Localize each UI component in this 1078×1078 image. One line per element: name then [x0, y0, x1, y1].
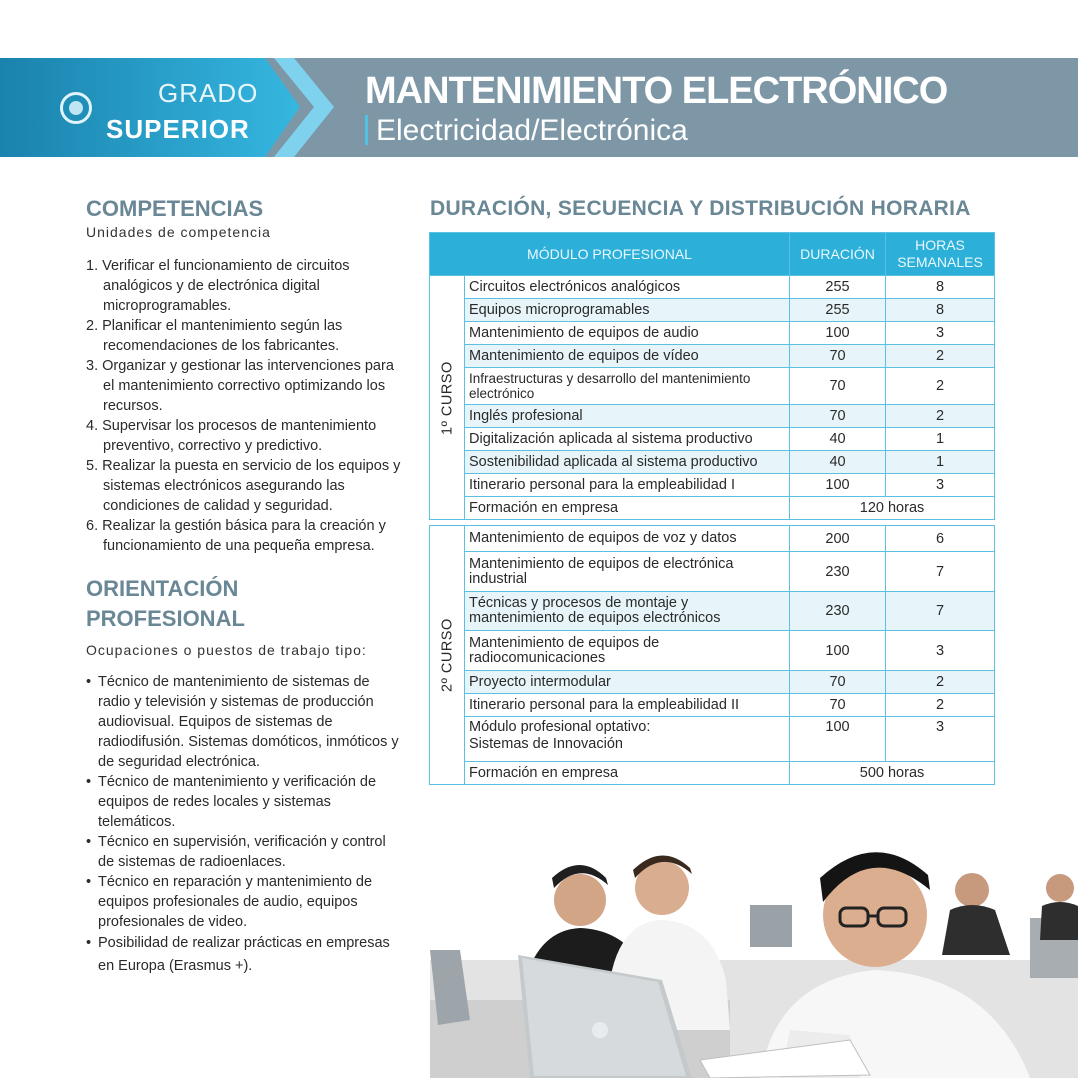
grade-label-line2: SUPERIOR [106, 114, 250, 144]
table-row [430, 368, 995, 405]
formacion-name: Formación en empresa [465, 497, 790, 520]
module-duration: 70 [790, 694, 886, 717]
module-weekly: 3 [886, 474, 995, 497]
circle-logo-icon [60, 92, 92, 124]
table-row [430, 592, 995, 631]
ocupaciones-list [86, 672, 401, 978]
module-name: Técnicas y procesos de montaje y mantenimiento de equipos electrónicos [465, 592, 790, 631]
module-weekly: 7 [886, 592, 995, 631]
competencias-list [86, 256, 401, 556]
table-row [430, 428, 995, 451]
module-duration: 200 [790, 526, 886, 552]
module-name-line1: Módulo profesional optativo: [469, 719, 651, 735]
module-weekly: 1 [886, 428, 995, 451]
module-weekly: 2 [886, 368, 995, 405]
formacion-name: Formación en empresa [465, 762, 790, 785]
header-weekly: HORAS SEMANALES [886, 233, 995, 276]
module-name: Mantenimiento de equipos de voz y datos [465, 526, 790, 552]
list-item: 4. Supervisar los procesos de mantenimiento preventivo, correctivo y predictivo. [86, 418, 377, 454]
table-row [430, 671, 995, 694]
module-weekly: 3 [886, 322, 995, 345]
module-weekly: 8 [886, 276, 995, 299]
module-weekly: 1 [886, 451, 995, 474]
table-row [430, 405, 995, 428]
table-row [430, 631, 995, 671]
module-duration: 255 [790, 299, 886, 322]
module-duration: 70 [790, 405, 886, 428]
module-name-line2: Sistemas de Innovación [469, 736, 623, 752]
module-weekly: 2 [886, 671, 995, 694]
module-weekly: 2 [886, 345, 995, 368]
module-duration: 100 [790, 717, 886, 762]
module-duration: 70 [790, 671, 886, 694]
list-item: 5. Realizar la puesta en servicio de los equipos y sistemas electrónicos asegurando las condiciones de calidad y seguridad. [86, 458, 401, 514]
subtitle-divider [365, 115, 368, 145]
table-row [430, 451, 995, 474]
table-header-row [430, 233, 995, 276]
curso1-label: 1º CURSO [430, 276, 465, 520]
module-name: Mantenimiento de equipos de electrónica industrial [465, 552, 790, 592]
table-row [430, 694, 995, 717]
page-subtitle [365, 114, 688, 148]
table-row [430, 552, 995, 592]
curso2-label: 2º CURSO [430, 526, 465, 785]
grade-label-line1: GRADO [158, 78, 259, 108]
module-duration: 100 [790, 474, 886, 497]
table-row [430, 322, 995, 345]
module-name: Equipos microprogramables [465, 299, 790, 322]
table-row [430, 299, 995, 322]
module-weekly: 8 [886, 299, 995, 322]
module-name: Mantenimiento de equipos de radiocomunicaciones [465, 631, 790, 671]
list-item: • Técnico de mantenimiento de sistemas de radio y televisión y sistemas de producción audiovisual. Equipos de sistemas de radiodifusión. Sistemas domóticos, inmóticos y de seguridad electrónica. [86, 672, 401, 772]
header-duration: DURACIÓN [790, 233, 886, 276]
page-title: MANTENIMIENTO ELECTRÓNICO [365, 70, 948, 112]
schedule-title: DURACIÓN, SECUENCIA Y DISTRIBUCIÓN HORARIA [430, 197, 971, 220]
table-row [430, 474, 995, 497]
module-duration: 70 [790, 345, 886, 368]
table-row [430, 276, 995, 299]
competencias-subtitle: Unidades de competencia [86, 224, 271, 240]
left-column [86, 196, 401, 978]
module-name: Digitalización aplicada al sistema productivo [465, 428, 790, 451]
module-name: Sostenibilidad aplicada al sistema productivo [465, 451, 790, 474]
table-row [430, 762, 995, 785]
table-row [430, 497, 995, 520]
table-row [430, 526, 995, 552]
module-weekly: 3 [886, 717, 995, 762]
module-duration: 255 [790, 276, 886, 299]
orientacion-section [86, 574, 401, 978]
module-name: Proyecto intermodular [465, 671, 790, 694]
formacion-hours: 120 horas [790, 497, 995, 520]
module-weekly: 2 [886, 405, 995, 428]
competencias-title: COMPETENCIAS [86, 196, 264, 221]
module-duration: 70 [790, 368, 886, 405]
list-item: 1. Verificar el funcionamiento de circuitos analógicos y de electrónica digital microprogramables. [86, 258, 350, 314]
list-item: • Técnico en supervisión, verificación y control de sistemas de radioenlaces. [86, 832, 401, 872]
orientacion-subtitle: Ocupaciones o puestos de trabajo tipo: [86, 642, 367, 658]
module-name: Mantenimiento de equipos de audio [465, 322, 790, 345]
formacion-hours: 500 horas [790, 762, 995, 785]
module-name: Circuitos electrónicos analógicos [465, 276, 790, 299]
table-row [430, 345, 995, 368]
header-module: MÓDULO PROFESIONAL [430, 233, 790, 276]
family-label: Electricidad/Electrónica [376, 114, 688, 147]
module-duration: 230 [790, 592, 886, 631]
module-name: Itinerario personal para la empleabilidad I [465, 474, 790, 497]
schedule-table [429, 232, 995, 785]
module-name [465, 717, 790, 762]
orientacion-title-line1: ORIENTACIÓN [86, 576, 239, 601]
module-weekly: 7 [886, 552, 995, 592]
table-row [430, 717, 995, 762]
list-item: • Posibilidad de realizar prácticas en empresas en Europa (Erasmus +). [86, 932, 401, 978]
header-banner [0, 58, 1078, 157]
module-weekly: 3 [886, 631, 995, 671]
list-item: • Técnico en reparación y mantenimiento de equipos profesionales de audio, equipos profesionales de video. [86, 872, 401, 932]
module-weekly: 6 [886, 526, 995, 552]
module-duration: 40 [790, 451, 886, 474]
module-name: Mantenimiento de equipos de vídeo [465, 345, 790, 368]
orientacion-title-line2: PROFESIONAL [86, 606, 245, 631]
module-name: Infraestructuras y desarrollo del mantenimiento electrónico [465, 368, 790, 405]
module-duration: 230 [790, 552, 886, 592]
module-name: Itinerario personal para la empleabilidad II [465, 694, 790, 717]
module-duration: 40 [790, 428, 886, 451]
list-item: • Técnico de mantenimiento y verificación de equipos de redes locales y sistemas telemáticos. [86, 772, 401, 832]
list-item: 2. Planificar el mantenimiento según las recomendaciones de los fabricantes. [86, 318, 343, 354]
module-duration: 100 [790, 631, 886, 671]
students-classroom-photo [430, 830, 1078, 1078]
grade-tag [0, 58, 342, 157]
module-weekly: 2 [886, 694, 995, 717]
module-duration: 100 [790, 322, 886, 345]
list-item: 6. Realizar la gestión básica para la creación y funcionamiento de una pequeña empresa. [86, 518, 386, 554]
list-item: 3. Organizar y gestionar las intervenciones para el mantenimiento correctivo optimizando los recursos. [86, 358, 394, 414]
module-name: Inglés profesional [465, 405, 790, 428]
